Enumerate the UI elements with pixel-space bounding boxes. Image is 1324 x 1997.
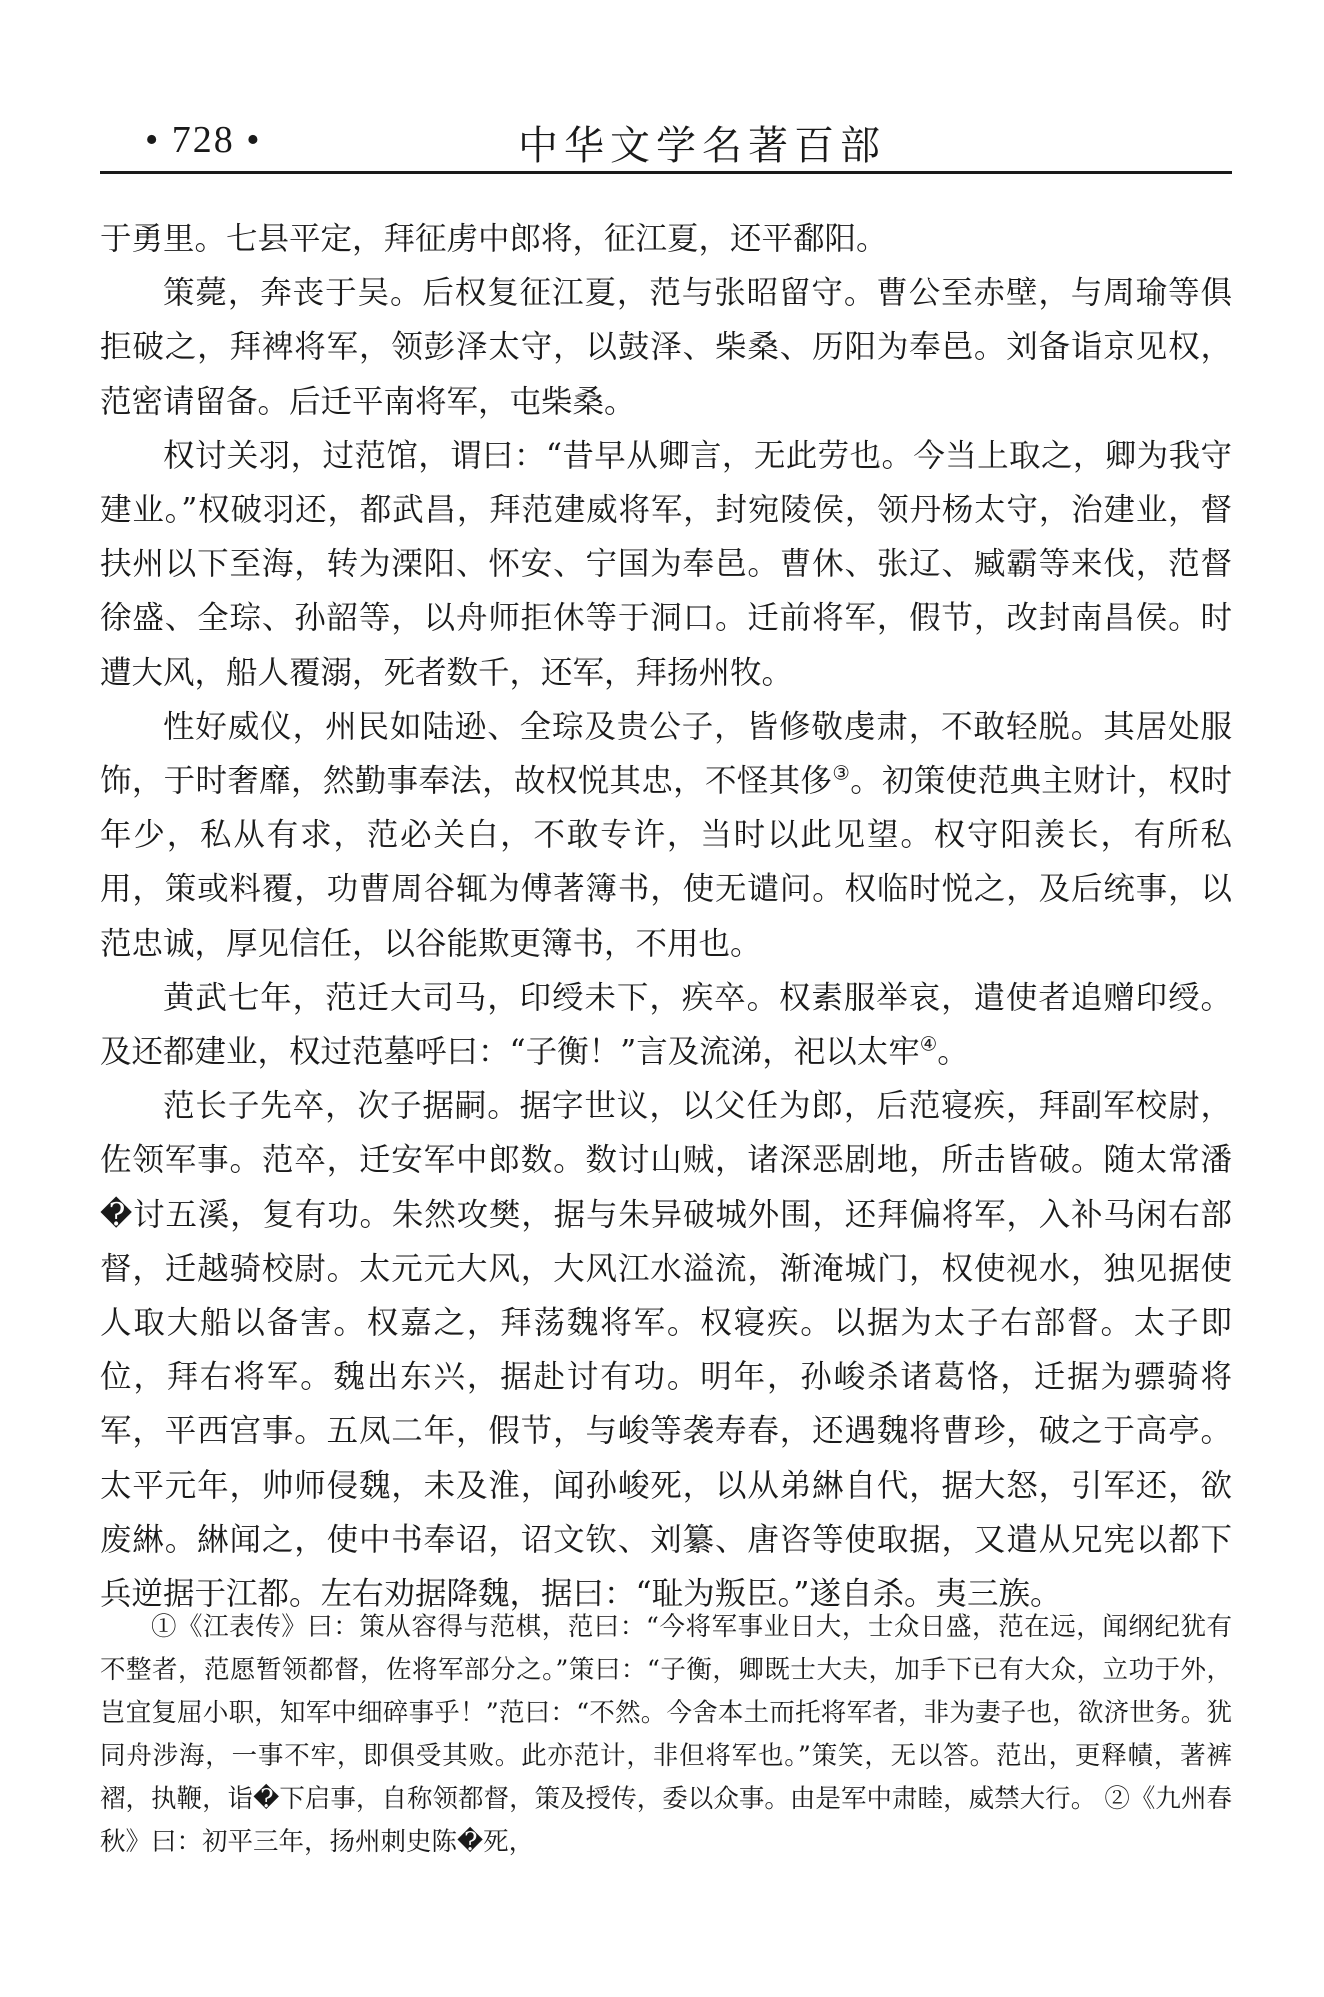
footnote-ref[interactable]: ③ (832, 761, 851, 785)
page-number: • 728 • (145, 119, 262, 161)
paragraph: 权讨关羽，过范馆，谓曰：“昔早从卿言，无此劳也。今当上取之，卿为我守建业。”权破羽还，都武昌，拜范建威将军，封宛陵侯，领丹杨太守，治建业，督扶州以下至海，转为溧阳、怀安、宁国为奉邑。曹休、张辽、臧霸等来伐，范督徐盛、全琮、孙韶等，以舟师拒休等于洞口。迁前将军，假节，改封南昌侯。时遭大风，船人覆溺，死者数千，还军，拜扬州牧。 (100, 437, 1232, 691)
paragraph: 于勇里。七县平定，拜征虏中郎将，征江夏，还平鄱阳。 (100, 221, 888, 257)
page-header (100, 112, 1232, 176)
footnotes (100, 1606, 1232, 1864)
text-span: 黄武七年，范迁大司马，印绶未下，疾卒。权素服举哀，遣使者追赠印绶。及还都建业，权过范墓呼曰：“子衡！”言及流涕，祀以太牢 (100, 979, 1232, 1071)
main-text (100, 212, 1232, 1621)
paragraph: 策薨，奔丧于吴。后权复征江夏，范与张昭留守。曹公至赤壁，与周瑜等俱拒破之，拜裨将军，领彭泽太守，以鼓泽、柴桑、历阳为奉邑。刘备诣京见权，范密请留备。后迁平南将军，屯柴桑。 (100, 275, 1232, 420)
paragraph (100, 971, 1232, 1079)
text-span: 。初策使范典主财计，权时年少，私从有求，范必关白，不敢专许，当时以此见望。权守阳羡长，有所私用，策或料覆，功曹周谷辄为傅著簿书，使无谴问。权临时悦之，及后统事，以范忠诚，厚见信任，以谷能欺更簿书，不用也。 (100, 763, 1232, 962)
paragraph: 范长子先卒，次子据嗣。据字世议，以父任为郎，后范寝疾，拜副军校尉，佐领军事。范卒，迁安军中郎数。数讨山贼，诸深恶剧地，所击皆破。随太常潘�讨五溪，复有功。朱然攻樊，据与朱异破城外围，还拜偏将军，入补马闲右部督，迁越骑校尉。太元元大风，大风江水溢流，渐淹城门，权使视水，独见据使人取大船以备害。权嘉之，拜荡魏将军。权寝疾。以据为太子右部督。太子即位，拜右将军。魏出东兴，据赴讨有功。明年，孙峻杀诸葛恪，迁据为骠骑将军，平西宫事。五凤二年，假节，与峻等袭寿春，还遇魏将曹珍，破之于高亭。太平元年，帅师侵魏，未及淮，闻孙峻死，以从弟綝自代，据大怒，引军还，欲废綝。綝闻之，使中书奉诏，诏文钦、刘纂、唐咨等使取据，又遣从兄宪以都下兵逆据于江都。左右劝据降魏，据曰：“耻为叛臣。”遂自杀。夷三族。 (100, 1088, 1232, 1613)
paragraph (100, 700, 1232, 971)
footnote-ref[interactable]: ④ (919, 1032, 938, 1056)
header-rule (100, 171, 1232, 174)
text-span: 。 (937, 1034, 969, 1071)
book-title: 中华文学名著百部 (518, 123, 886, 169)
text-span: 性好威仪，州民如陆逊、全琮及贵公子，皆修敬虔肃，不敢轻脱。其居处服饰，于时奢靡，然勤事奉法，故权悦其忠，不怪其侈 (100, 708, 1232, 800)
footnote-text: ①《江表传》曰：策从容得与范棋，范曰：“今将军事业日大，士众日盛，范在远，闻纲纪犹有不整者，范愿暂领都督，佐将军部分之。”策曰：“子衡，卿既士大夫，加手下已有大众，立功于外，岂宜复屈小职，知军中细碎事乎！”范曰：“不然。今舍本土而托将军者，非为妻子也，欲济世务。犹同舟涉海，一事不牢，即俱受其败。此亦范计，非但将军也。”策笑，无以答。范出，更释幘，著裤褶，执鞭，诣�下启事，自称领都督，策及授传，委以众事。由是军中肃睦，威禁大行。 ②《九州春秋》曰：初平三年，扬州刺史陈�死， (100, 1612, 1232, 1857)
